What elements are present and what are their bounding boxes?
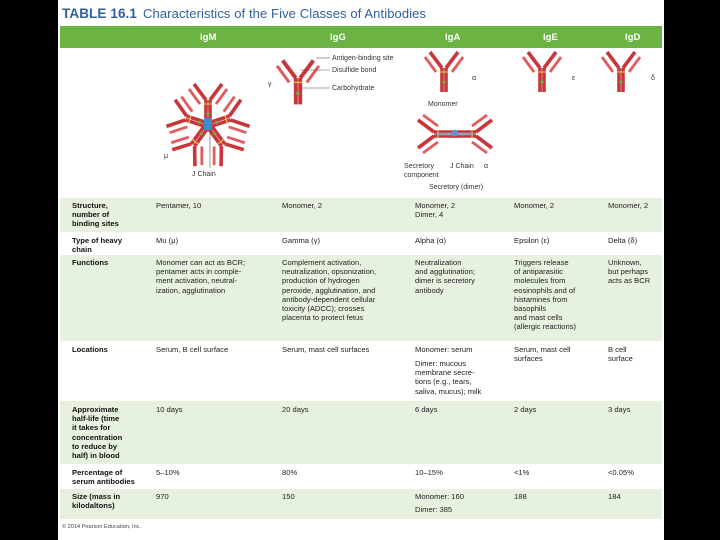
- cell-chain-ige: Epsilon (ε): [514, 236, 550, 245]
- cell-chain-igm: Mu (μ): [156, 236, 179, 245]
- cell-halflife-igd: 3 days: [608, 405, 631, 414]
- cell-locations-iga-dimer: Dimer: mucous membrane secre- tions (e.g., tears, saliva, mucus); milk: [415, 359, 482, 396]
- row-label-percentage: Percentage of serum antibodies: [72, 468, 135, 487]
- ige-monomer-diagram: [523, 52, 561, 92]
- slide: [58, 0, 664, 540]
- table-row-functions: [60, 255, 662, 341]
- iga-secretory-line2: component: [404, 172, 439, 179]
- cell-halflife-igg: 20 days: [282, 405, 309, 414]
- igd-monomer-diagram: [602, 52, 640, 92]
- antibody-structures-figure: [58, 48, 664, 200]
- col-header-iga: IgA: [445, 32, 461, 43]
- table-row-structure: [60, 198, 662, 232]
- cell-size-igg: 150: [282, 492, 295, 501]
- iga-secretory-component-label: [404, 163, 439, 179]
- row-label-locations: Locations: [72, 345, 108, 354]
- cell-functions-igd: Unknown, but perhaps acts as BCR: [608, 258, 651, 286]
- cell-structure-igg: Monomer, 2: [282, 201, 323, 210]
- cell-structure-igm: Pentamer, 10: [156, 201, 202, 210]
- cell-size-iga-dimer: Dimer: 385: [415, 505, 453, 514]
- row-label-structure: Structure, number of binding sites: [72, 201, 119, 229]
- cell-percent-iga: 10–15%: [415, 468, 443, 477]
- copyright-notice: © 2014 Pearson Education, Inc.: [62, 524, 142, 530]
- iga-monomer-label: Monomer: [428, 101, 458, 108]
- col-header-igg: IgG: [330, 32, 346, 43]
- igm-pentamer-diagram: [165, 84, 251, 169]
- igm-mu-label: μ: [164, 153, 169, 160]
- cell-halflife-ige: 2 days: [514, 405, 537, 414]
- cell-size-ige: 188: [514, 492, 527, 501]
- cell-percent-ige: <1%: [514, 468, 530, 477]
- row-label-functions: Functions: [72, 258, 109, 267]
- iga-dimer-diagram: [418, 115, 492, 153]
- cell-locations-igm: Serum, B cell surface: [156, 345, 229, 354]
- cell-functions-igm: Monomer can act as BCR; pentamer acts in comple- ment activation, neutral- ization, agglutination: [156, 258, 246, 295]
- table-row-locations: [60, 341, 662, 400]
- table-number: TABLE 16.1: [62, 6, 138, 21]
- cell-halflife-iga: 6 days: [415, 405, 438, 414]
- cell-functions-iga: Neutralization and agglutination; dimer is secretory antibody: [415, 258, 475, 295]
- cell-locations-ige: Serum, mast cell surfaces: [514, 345, 571, 364]
- cell-locations-iga-monomer: Monomer: serum: [415, 345, 473, 354]
- table-row-half-life: [60, 401, 662, 464]
- cell-percent-igm: 5–10%: [156, 468, 180, 477]
- cell-chain-igd: Delta (δ): [608, 236, 638, 245]
- cell-locations-igd: B cell surface: [608, 345, 633, 364]
- igm-jchain-label: J Chain: [192, 171, 216, 178]
- cell-structure-igd: Monomer, 2: [608, 201, 649, 210]
- table-caption: Characteristics of the Five Classes of Antibodies: [143, 6, 427, 21]
- column-header-bar: [60, 28, 662, 48]
- iga-monomer-diagram: [425, 52, 463, 92]
- iga-dimer-label: Secretory (dimer): [429, 184, 484, 191]
- iga-jchain-label: J Chain: [450, 163, 474, 170]
- row-label-heavy-chain: Type of heavy chain: [72, 236, 123, 255]
- igg-callout-disulfide: Disulfide bond: [332, 67, 377, 74]
- cell-structure-ige: Monomer, 2: [514, 201, 555, 210]
- igg-callout-antigen-site: Antigen-binding site: [332, 55, 394, 62]
- table-row-heavy-chain: [60, 233, 662, 255]
- cell-size-igd: 184: [608, 492, 621, 501]
- table-row-size: [60, 489, 662, 519]
- cell-chain-igg: Gamma (γ): [282, 236, 320, 245]
- igd-delta-label: δ: [651, 75, 655, 82]
- iga-secretory-line1: Secretory: [404, 163, 434, 170]
- cell-chain-iga: Alpha (α): [415, 236, 446, 245]
- igg-gamma-label: γ: [268, 81, 272, 88]
- cell-percent-igd: <0.05%: [608, 468, 634, 477]
- igg-callout-carbohydrate: Carbohydrate: [332, 85, 375, 92]
- col-header-igd: IgD: [625, 32, 641, 43]
- cell-halflife-igm: 10 days: [156, 405, 183, 414]
- row-label-half-life: Approximate half-life (time it takes for concentration to reduce by half) in blood: [72, 405, 123, 461]
- table-title: [62, 6, 426, 21]
- ige-epsilon-label: ε: [572, 75, 576, 82]
- col-header-igm: IgM: [200, 32, 217, 43]
- cell-functions-ige: Triggers release of antiparasitic molecules from eosinophils and of histamines from basophils and mast cells (allergic reactions): [514, 258, 577, 332]
- igg-monomer-diagram: [277, 60, 319, 104]
- cell-percent-igg: 80%: [282, 468, 298, 477]
- cell-size-igm: 970: [156, 492, 169, 501]
- row-label-size: Size (mass in kilodaltons): [72, 492, 121, 511]
- table-row-percentage: [60, 465, 662, 489]
- iga-alpha2-label: α: [484, 163, 489, 170]
- iga-alpha-label: α: [472, 75, 477, 82]
- cell-size-iga-monomer: Monomer: 160: [415, 492, 464, 501]
- cell-structure-iga: Monomer, 2 Dimer, 4: [415, 201, 456, 220]
- col-header-ige: IgE: [543, 32, 558, 43]
- cell-functions-igg: Complement activation, neutralization, opsonization, production of hydrogen peroxide, agglutination, and antibody-dependent cellular toxicity (ADCC); crosses placenta to protect fetus: [282, 258, 377, 323]
- cell-locations-igg: Serum, mast cell surfaces: [282, 345, 370, 354]
